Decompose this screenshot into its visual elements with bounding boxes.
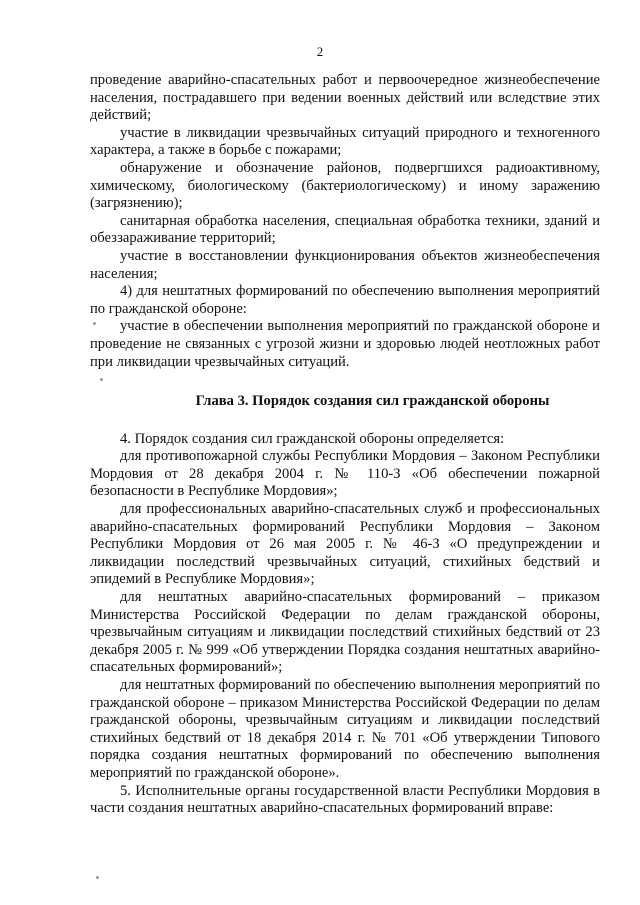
paragraph: 5. Исполнительные органы государственной власти Республики Мордовия в части создания нештатных аварийно-спасательных формирований вправе: — [90, 782, 600, 817]
paragraph: проведение аварийно-спасательных работ и первоочередное жизнеобеспечение населения, пострадавшего при ведении военных действий или вследствие этих действий; — [90, 72, 600, 124]
scan-dot — [93, 322, 96, 325]
paragraph: участие в ликвидации чрезвычайных ситуаций природного и техногенного характера, а также в борьбе с пожарами; — [90, 124, 600, 159]
paragraph: участие в обеспечении выполнения мероприятий по гражданской обороне и проведение не связанных с угрозой жизни и здоровью людей неотложных работ при ликвидации чрезвычайных ситуаций. — [90, 318, 600, 370]
paragraph: для нештатных формирований по обеспечению выполнения мероприятий по гражданской обороне – приказом Министерства Российской Федерации по делам гражданской обороны, чрезвычайным ситуациям и ликвидации последствий стихийных бедствий от 18 декабря 2014 г. № 701 «Об утверждении Типового порядка создания нештатных формирований по обеспечению выполнения мероприятий по гражданской обороне». — [90, 677, 600, 781]
paragraph: 4. Порядок создания сил гражданской обороны определяется: — [120, 430, 505, 447]
page-number: 2 — [316, 44, 324, 59]
paragraph: для профессиональных аварийно-спасательных служб и профессиональных аварийно-спасательных формирований Республики Мордовия – Законом Республики Мордовия от 26 мая 2005 г. № 46-З «О предупреждении и ликвидации последствий чрезвычайных ситуаций, стихийных бедствий и эпидемий в Республике Мордовия»; — [90, 501, 600, 588]
paragraph: 4) для нештатных формирований по обеспечению выполнения мероприятий по гражданской обороне: — [90, 283, 600, 317]
paragraph: обнаружение и обозначение районов, подвергшихся радиоактивному, химическому, биологическому (бактериологическому) и иному заражению (загрязнению); — [90, 159, 600, 212]
scan-dot — [100, 378, 103, 381]
paragraph: участие в восстановлении функционирования объектов жизнеобеспечения населения; — [90, 247, 600, 282]
paragraph: для противопожарной службы Республики Мордовия – Законом Республики Мордовия от 28 декабря 2004 г. № 110-З «Об обеспечении пожарной безопасности в Республике Мордовия»; — [90, 448, 600, 500]
document-body — [90, 72, 600, 818]
paragraph: для нештатных аварийно-спасательных формирований – приказом Министерства Российской Федерации по делам гражданской обороны, чрезвычайным ситуациям и ликвидации последствий стихийных бедствий от 23 декабря 2005 г. № 999 «Об утверждении Порядка создания нештатных аварийно-спасательных формирований»; — [90, 589, 600, 676]
paragraph: санитарная обработка населения, специальная обработка техники, зданий и обеззараживание территорий; — [90, 212, 600, 247]
chapter-heading: Глава 3. Порядок создания сил гражданской обороны — [195, 393, 550, 410]
scan-dot — [96, 876, 99, 879]
